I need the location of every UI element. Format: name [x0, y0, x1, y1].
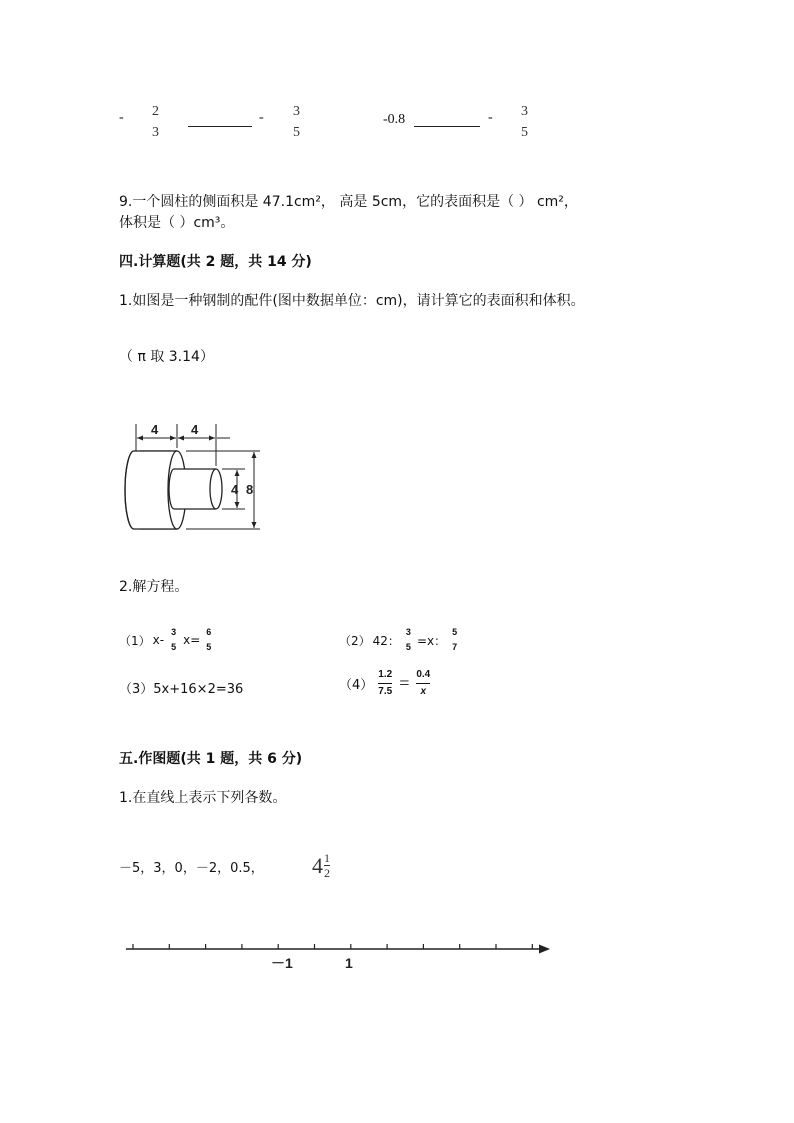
answer-blank-2[interactable] [414, 112, 480, 127]
equation-3: （3）5x+16×2=36 [119, 682, 244, 697]
equation-text: 42： [372, 633, 400, 648]
dim-label-outer: 8 [246, 482, 254, 497]
equation-4 [339, 670, 432, 697]
section-4-question-1: 1.如图是一种钢制的配件(图中数据单位：cm)，请计算它的表面积和体积。 [119, 293, 585, 309]
section-4-question-2: 2.解方程。 [119, 579, 189, 595]
fraction: $\frac{1.2}{7.5}$ [378, 669, 393, 697]
dim-label-top-left: 4 [151, 422, 159, 437]
minus-sign: - [119, 110, 124, 125]
steel-part-figure [118, 418, 268, 534]
fraction-3-5: 3 5 [293, 104, 300, 140]
number-line[interactable] [120, 938, 560, 978]
section-4-heading: 四.计算题(共 2 题，共 14 分) [119, 254, 312, 270]
minus-sign: - [259, 110, 264, 125]
equation-label: （2） [339, 633, 371, 648]
answer-blank-1[interactable] [188, 112, 252, 127]
dim-label-inner: 4 [231, 482, 239, 497]
number-list: －5，3，0，－2，0.5， [119, 861, 264, 876]
question-9-line-1: 9.一个圆柱的侧面积是 47.1cm²， 高是 5cm，它的表面积是（ ） cm²， [119, 194, 578, 210]
fraction-2-3: 2 3 [152, 104, 159, 140]
value-neg-0-8: -0.8 [383, 112, 406, 127]
equation-label: （4） [339, 678, 374, 693]
fraction: 5 7 [452, 627, 458, 652]
fraction-3-5: 3 5 [521, 104, 528, 140]
equation-text: =x： [416, 633, 447, 648]
equation-2 [339, 628, 461, 652]
equation-1 [119, 628, 215, 652]
section-5-question-1: 1.在直线上表示下列各数。 [119, 790, 287, 806]
fraction: 3 5 [171, 627, 177, 652]
axis-label-neg-one: －1 [271, 955, 293, 971]
dim-label-top-right: 4 [191, 422, 199, 437]
equation-label: （1） [119, 633, 151, 648]
fraction: 6 5 [206, 627, 212, 652]
equation-text: x- [152, 633, 165, 647]
pi-note: （ π 取 3.14） [119, 349, 214, 365]
section-5-heading: 五.作图题(共 1 题，共 6 分) [119, 751, 303, 767]
equation-text: x= [183, 633, 201, 647]
axis-label-one: 1 [345, 955, 353, 971]
minus-sign: - [488, 110, 493, 125]
fraction: 3 5 [405, 627, 411, 652]
mixed-number-4-1-2: 4 $\frac{1}{2}$ [312, 851, 330, 880]
fraction: $\frac{0.4}{x}$ [416, 669, 431, 697]
question-9-line-2: 体积是（ ）cm³。 [119, 215, 235, 231]
equals-sign: = [399, 673, 410, 693]
